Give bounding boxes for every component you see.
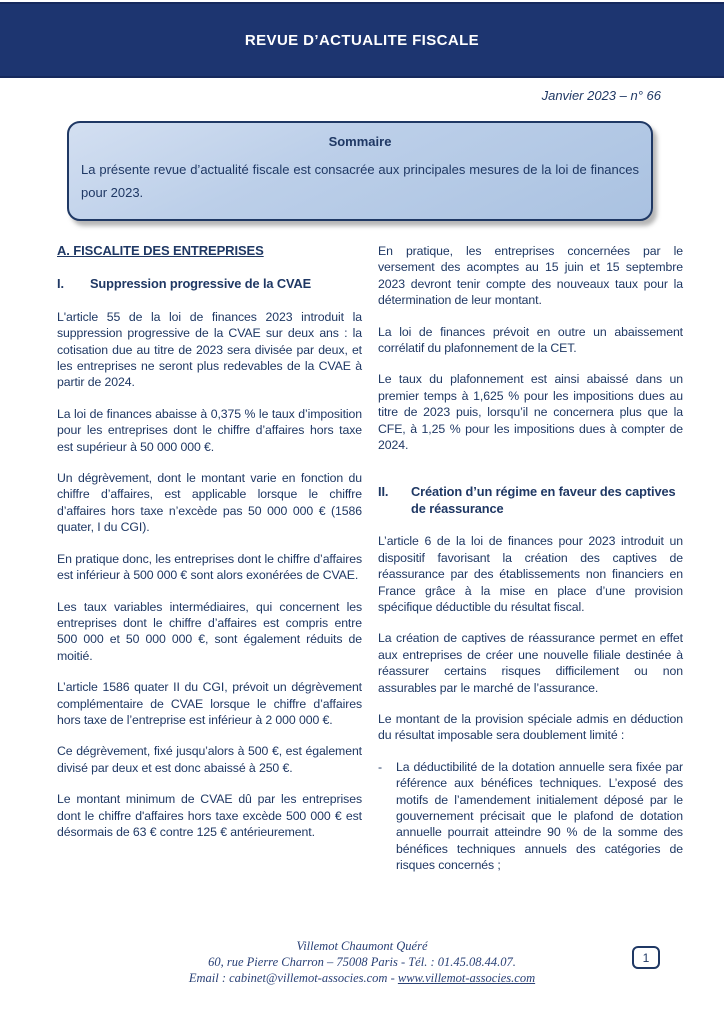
newsletter-title: REVUE D’ACTUALITE FISCALE xyxy=(244,31,480,49)
footer-email-text: Email : cabinet@villemot-associes.com - xyxy=(188,971,398,985)
left-paragraph: La loi de finances abaisse à 0,375 % le taux d’imposition pour les entreprises dont le chiffre d’affaires hors taxe est supérieur à 50 000 000 €. xyxy=(57,406,362,454)
heading-2-text: Création d’un régime en faveur des captives de réassurance xyxy=(411,484,676,516)
footer-contact-line xyxy=(0,970,724,986)
right-paragraph: Le montant de la provision spéciale admis en déduction du résultat imposable sera doublement limité : xyxy=(378,711,683,743)
summary-title: Sommaire xyxy=(328,134,392,149)
left-paragraph: Les taux variables intermédiaires, qui concernent les entreprises dont le chiffre d’affaires est compris entre 500 000 et 50 000 000 €, sont également réduits de moitié. xyxy=(57,599,362,663)
heading-1 xyxy=(57,276,362,292)
right-paragraph: La loi de finances prévoit en outre un abaissement corrélatif du plafonnement de la CET. xyxy=(378,324,683,356)
heading-1-number: I. xyxy=(57,276,64,292)
summary-text: La présente revue d’actualité fiscale est consacrée aux principales mesures de la loi de finances pour 2023. xyxy=(81,162,639,200)
left-paragraph: L'article 55 de la loi de finances 2023 introduit la suppression progressive de la CVAE sur deux ans : la cotisation due au titre de 2023 sera divisée par deux, et les entreprises ne seront plus redevables de la CVAE à partir de 2024. xyxy=(57,309,362,390)
heading-1-text: Suppression progressive de la CVAE xyxy=(90,276,312,292)
right-paragraph: La création de captives de réassurance permet en effet aux entreprises de créer une nouvelle filiale destinée à réassurer certains risques difficilement ou non assurables par le marché de l’assurance. xyxy=(378,631,683,695)
spacer xyxy=(378,468,683,484)
page-number-badge xyxy=(632,946,660,969)
left-paragraph: Ce dégrèvement, fixé jusqu’alors à 500 €, est également divisé par deux et est donc abaissé à 250 €. xyxy=(57,744,362,775)
right-paragraph: L’article 6 de la loi de finances pour 2023 introduit un dispositif favorisant la création des captives de réassurance par des établissements non financiers en France grâce à la mise en place d’une provision spécifique déductible du résultat fiscal. xyxy=(378,534,683,614)
footer-firm-name: Villemot Chaumont Quéré xyxy=(296,939,428,953)
heading-2-number: II. xyxy=(378,484,389,500)
header-bar xyxy=(0,2,724,78)
page-number: 1 xyxy=(642,950,650,965)
bullet-item xyxy=(378,759,683,874)
footer xyxy=(0,938,724,986)
bullet-text: La déductibilité de la dotation annuelle sera fixée par référence aux bénéfices techniques. L’exposé des motifs de l’amendement initialement déposé par le gouvernement précisait que le plafond de dotation annuelle pourrait atteindre 90 % de la somme des bénéfices techniques annuels des catégories de risques concernés ; xyxy=(396,759,683,873)
bullet-dash: - xyxy=(378,759,382,774)
heading-2 xyxy=(378,484,683,517)
left-paragraph: Le montant minimum de CVAE dû par les entreprises dont le chiffre d'affaires hors taxe excède 500 000 € est désormais de 63 € contre 125 € antérieurement. xyxy=(57,792,362,839)
summary-box xyxy=(67,121,653,221)
left-paragraph: L’article 1586 quater II du CGI, prévoit un dégrèvement complémentaire de CVAE lorsque le chiffre d’affaires hors taxe de l’entreprise est inférieur à 2 000 000 €. xyxy=(57,680,362,727)
right-paragraph: En pratique, les entreprises concernées par le versement des acomptes au 15 juin et 15 septembre 2023 devront tenir compte des nouveaux taux pour la détermination de leur montant. xyxy=(378,244,683,308)
right-paragraph: Le taux du plafonnement est ainsi abaissé dans un premier temps à 1,625 % pour les impositions dues au titre de 2023 puis, lorsqu’il ne concernera plus que la CFE, à 1,25 % pour les impositions dues à compter de 2024. xyxy=(378,372,683,453)
left-column xyxy=(57,243,362,855)
left-paragraph: Un dégrèvement, dont le montant varie en fonction du chiffre d’affaires, est applicable lorsque le chiffre d’affaires hors taxe n’excède pas 50 000 000 € (1586 quater, I du CGI). xyxy=(57,471,362,535)
left-paragraph: En pratique donc, les entreprises dont le chiffre d’affaires est inférieur à 500 000 € sont alors exonérées de CVAE. xyxy=(57,551,362,583)
right-column xyxy=(378,243,683,889)
issue-date: Janvier 2023 – n° 66 xyxy=(541,88,661,103)
section-a-heading: A. FISCALITE DES ENTREPRISES xyxy=(57,243,264,258)
footer-address: 60, rue Pierre Charron – 75008 Paris - Tél. : 01.45.08.44.07. xyxy=(208,955,516,969)
footer-website-link[interactable]: www.villemot-associes.com xyxy=(397,971,536,985)
